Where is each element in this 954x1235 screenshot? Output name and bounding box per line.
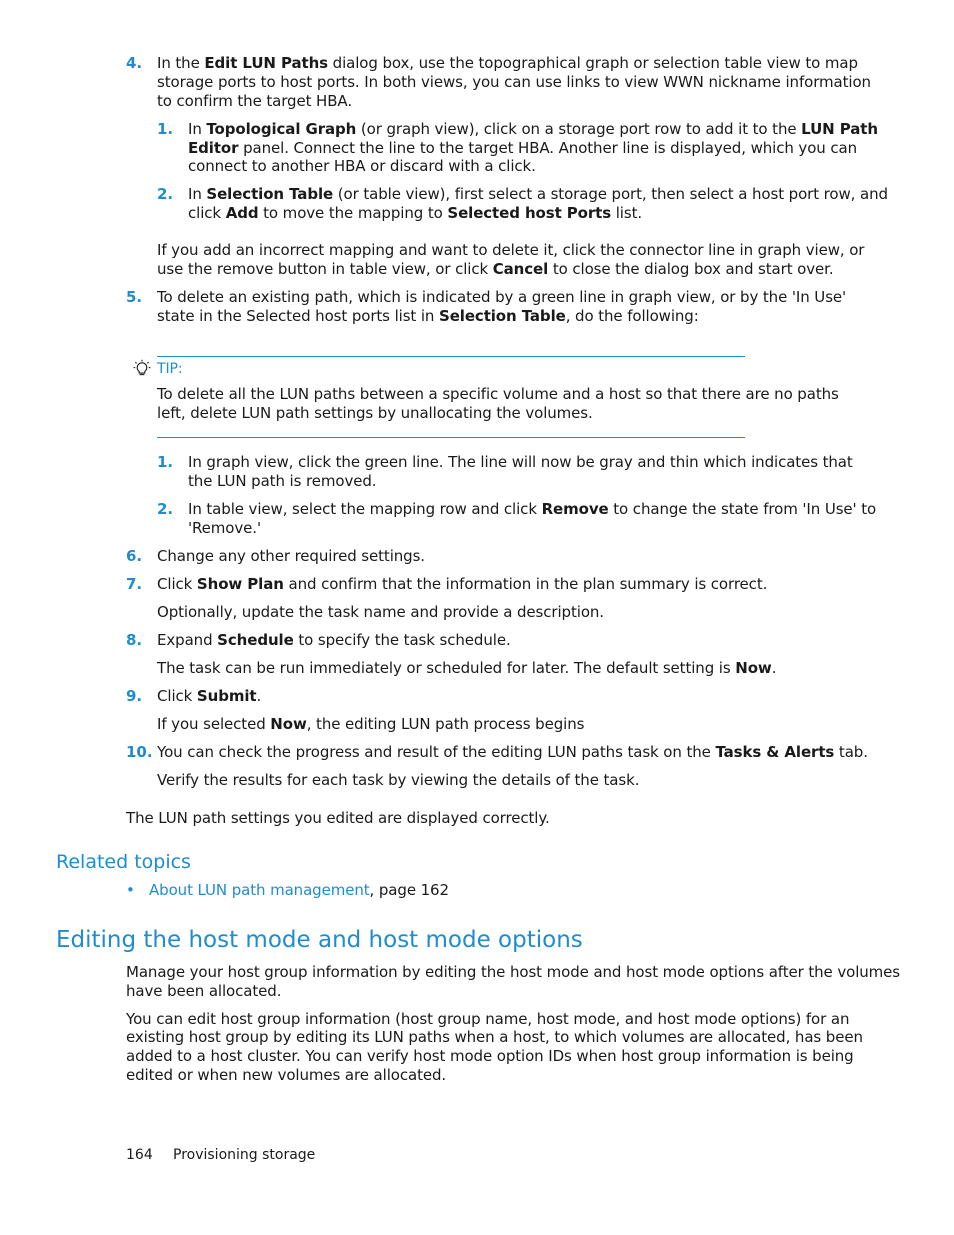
page-number: 164 (126, 1147, 153, 1163)
substep-4-2-line-1: In Selection Table (or table view), first select a storage port, then select a host port row, and (188, 185, 888, 203)
substep-5-2-line-1: In table view, select the mapping row and click Remove to change the state from 'In Use' to (188, 500, 877, 518)
bullet: • (126, 881, 135, 899)
section-heading: Editing the host mode and host mode options (56, 927, 583, 953)
step-4-note-line-1: If you add an incorrect mapping and want to delete it, click the connector line in graph view, or (157, 241, 865, 259)
step-6-line-1: Change any other required settings. (157, 547, 425, 565)
tip-bottom-rule (157, 437, 745, 438)
tip-line-2: left, delete LUN path settings by unallocating the volumes. (157, 404, 593, 422)
substep-5-1-line-1: In graph view, click the green line. The line will now be gray and thin which indicates that (188, 453, 853, 471)
step-10-note: Verify the results for each task by viewing the details of the task. (157, 771, 640, 789)
step-4-line-3: to confirm the target HBA. (157, 92, 352, 110)
substep-4-1-line-2: Editor panel. Connect the line to the target HBA. Another line is displayed, which you can (188, 139, 858, 157)
substep-5-2-line-2: 'Remove.' (188, 519, 261, 537)
step-number: 5. (126, 288, 143, 306)
substep-4-1-line-3: connect to another HBA or discard with a click. (188, 157, 536, 175)
section-p2-line-3: added to a host cluster. You can verify host mode option IDs when host group information is being (126, 1047, 854, 1065)
substep-number: 1. (157, 120, 174, 138)
substep-number: 2. (157, 185, 174, 203)
substep-number: 2. (157, 500, 174, 518)
section-p2-line-2: existing host group by editing its LUN paths when a host, to which volumes are allocated, has been (126, 1028, 863, 1046)
step-number: 7. (126, 575, 143, 593)
related-topic-link[interactable]: About LUN path management (149, 881, 370, 899)
step-10-line-1: You can check the progress and result of the editing LUN paths task on the Tasks & Alerts tab. (157, 743, 868, 761)
step-8-line-1: Expand Schedule to specify the task schedule. (157, 631, 511, 649)
step-4-line-1: In the Edit LUN Paths dialog box, use the topographical graph or selection table view to map (157, 54, 858, 72)
step-7-line-1: Click Show Plan and confirm that the information in the plan summary is correct. (157, 575, 768, 593)
step-number: 6. (126, 547, 143, 565)
step-4-line-2: storage ports to host ports. In both views, you can use links to view WWN nickname information (157, 73, 871, 91)
step-number: 10. (126, 743, 153, 761)
substep-4-2-line-2: click Add to move the mapping to Selected host Ports list. (188, 204, 643, 222)
lightbulb-icon (133, 359, 151, 379)
chapter-title: Provisioning storage (173, 1147, 316, 1163)
substep-5-1-line-2: the LUN path is removed. (188, 472, 377, 490)
step-4-note-line-2: use the remove button in table view, or click Cancel to close the dialog box and start over. (157, 260, 834, 278)
step-5-line-2: state in the Selected host ports list in Selection Table, do the following: (157, 307, 699, 325)
tip-top-rule (157, 356, 745, 357)
step-number: 8. (126, 631, 143, 649)
related-topics-heading: Related topics (56, 851, 191, 873)
substep-number: 1. (157, 453, 174, 471)
tip-label: TIP: (157, 361, 183, 377)
step-number: 4. (126, 54, 143, 72)
step-5-line-1: To delete an existing path, which is indicated by a green line in graph view, or by the 'In Use' (157, 288, 847, 306)
section-p2-line-1: You can edit host group information (host group name, host mode, and host mode options) for an (126, 1010, 850, 1028)
result-text: The LUN path settings you edited are displayed correctly. (126, 809, 550, 827)
step-number: 9. (126, 687, 143, 705)
section-p2-line-4: edited or when new volumes are allocated. (126, 1066, 447, 1084)
related-item: About LUN path management, page 162 (149, 881, 449, 899)
step-7-note: Optionally, update the task name and provide a description. (157, 603, 604, 621)
tip-line-1: To delete all the LUN paths between a specific volume and a host so that there are no paths (157, 385, 839, 403)
section-p1-line-1: Manage your host group information by editing the host mode and host mode options after the volumes (126, 963, 901, 981)
section-p1-line-2: have been allocated. (126, 982, 282, 1000)
substep-4-1-line-1: In Topological Graph (or graph view), click on a storage port row to add it to the LUN Path (188, 120, 878, 138)
step-9-line-1: Click Submit. (157, 687, 262, 705)
step-9-note: If you selected Now, the editing LUN path process begins (157, 715, 585, 733)
step-8-note: The task can be run immediately or scheduled for later. The default setting is Now. (157, 659, 777, 677)
